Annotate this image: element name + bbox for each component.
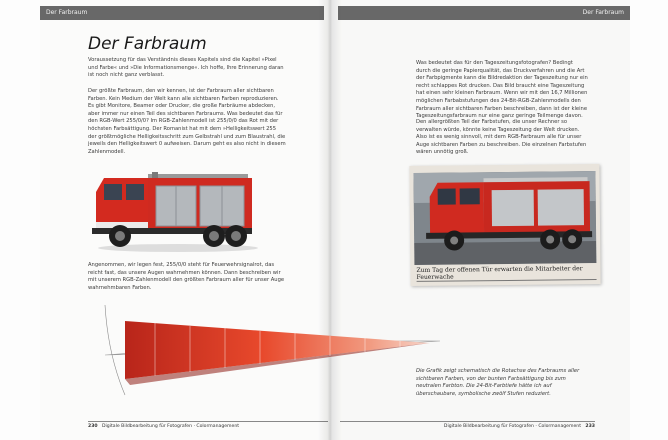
left-paragraph-2: Der größte Farbraum, den wir kennen, ist der Farbraum aller sichtbaren Farben. Kein Medium der Welt kann alle sichtbaren Farben reproduzieren. Es gibt Monitore, Beamer oder Drucker, die große Farbräume abdecken, aber immer nur einen Teil des sichtbaren Farbraums. Was bedeutet das für den RGB-Wert 255/0/0? Im RGB-Zahlenmodell ist 255/0/0 das Rot mit der höchsten Farbsättigung. Der Romanist hat mit dem »Helligkeitswert 255 der größtmögliche Helligkeitsschritt zum Gelbstrahl und zum Blaustrahl, die jeweils den Helligkeitswert 0 aufweisen. Darum geht es also nicht in diesem Zahlenmodell.	[88, 88, 286, 155]
left-page-number: 230	[88, 424, 98, 429]
red-saturation-wedge	[0, 295, 668, 405]
left-footer	[88, 421, 328, 429]
photo-image	[413, 171, 596, 265]
left-header-bar: Der Farbraum	[40, 6, 324, 20]
photo-caption: Zum Tag der offenen Tür erwarten die Mitarbeiter der Feuerwache	[416, 265, 596, 282]
left-footer-text: Digitale Bildbearbeitung für Fotografen · Colormanagement	[101, 424, 240, 429]
right-footer-text: Digitale Bildbearbeitung für Fotografen · Colormanagement	[443, 424, 582, 429]
right-paragraph-2: Den allergrößten Teil der Farbstufen, die unser Rechner so verwalten würde, könnte keine Tageszeitung der Welt drucken. Also ist es wenig sinnvoll, mit dem RGB-Farbraum alle für unser Auge sichtbaren Farben zu beschreiben. Die einzelnen Farbstufen wären unnötig groß.	[416, 119, 587, 156]
left-paragraph-3: Angenommen, wir legen fest, 255/0/0 steht für Feuerwehrsignalrot, das reicht fast, das unsere Augen wahrnehmen können. Dann beschreiben wir mit unserem RGB-Zahlenmodell den größten Farbraum aller für unser Auge wahrnehmbaren Farben.	[88, 262, 285, 291]
right-header-bar: Der Farbraum	[338, 6, 630, 20]
right-paragraph-3: Die Grafik zeigt schematisch die Rotachse des Farbraums aller sichtbaren Farben, von der bunten Farbsättigung bis zum neutralen Farbton. Die 24-Bit-Farbtiefe hätte ich auf überschaubare, symbolische zwölf Stufen reduziert.	[416, 368, 580, 397]
photo-truck-graphic	[413, 171, 596, 265]
chapter-title: Der Farbraum	[88, 34, 207, 54]
right-footer	[340, 421, 595, 429]
right-page-number: 233	[585, 424, 595, 429]
right-paragraph-1: Was bedeutet das für den Tageszeitungsfotografen? Bedingt durch die geringe Papierqualität, das Druckverfahren und die Art der Farbpigmente kann die Bildredaktion der Tageszeitung nur ein recht schlappes Rot drucken. Das Bild braucht eine Tageszeitung hat einen sehr kleinen Farbraum. Wenn wir mit den 16,7 Millionen möglichen Farbabstufungen des 24-Bit-RGB-Zahlenmodells den Farbraum aller sichtbaren Farben beschreiben, dann ist der kleine Tageszeitungsfarbraum nur eine ganz geringe Teilmenge davon.	[416, 60, 588, 120]
fire-truck-illustration	[90, 172, 260, 254]
left-paragraph-1: Voraussetzung für das Verständnis dieses Kapitels sind die Kapitel »Pixel und Farbe« und »Die Informationsmenge«. Ich hoffe, Ihre Erinnerung daran ist noch nicht ganz verblasst.	[88, 57, 284, 79]
fire-truck-photo	[409, 164, 600, 286]
